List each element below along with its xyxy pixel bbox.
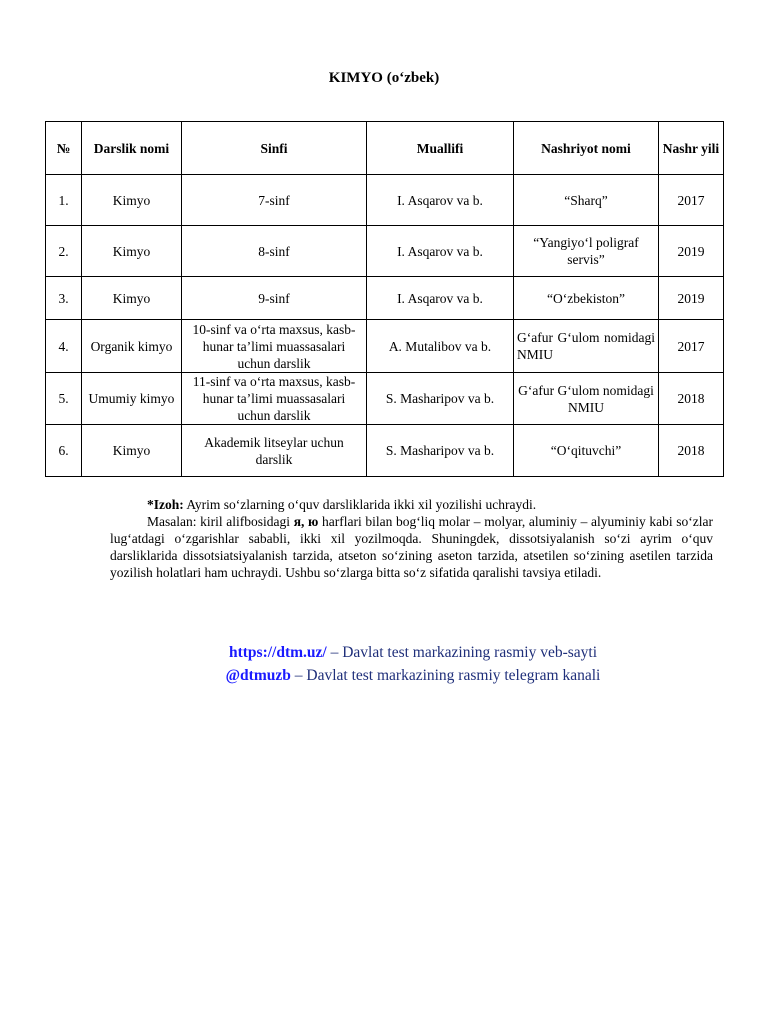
cell-author: S. Masharipov va b. bbox=[367, 425, 514, 477]
cell-publisher: G‘afur G‘ulom nomidagi NMIU bbox=[514, 320, 659, 373]
website-line bbox=[0, 641, 768, 664]
cell-name: Organik kimyo bbox=[82, 320, 182, 373]
table-row bbox=[46, 226, 724, 277]
table-row bbox=[46, 277, 724, 320]
cell-num: 2. bbox=[46, 226, 82, 277]
cell-grade: 11-sinf va o‘rta maxsus, kasb-hunar ta’limi muassasalari uchun darslik bbox=[182, 373, 367, 425]
website-link[interactable]: https://dtm.uz/ bbox=[228, 644, 327, 661]
header-grade: Sinfi bbox=[182, 122, 367, 175]
cell-author: S. Masharipov va b. bbox=[367, 373, 514, 425]
page-title: KIMYO (o‘zbek) bbox=[328, 70, 440, 86]
cell-year: 2019 bbox=[659, 226, 724, 277]
telegram-line bbox=[0, 664, 768, 687]
cell-publisher: “Yangiyo‘l poligraf servis” bbox=[514, 226, 659, 277]
cell-num: 4. bbox=[46, 320, 82, 373]
cell-author: I. Asqarov va b. bbox=[367, 226, 514, 277]
cell-grade: 9-sinf bbox=[182, 277, 367, 320]
cell-publisher: “O‘zbekiston” bbox=[514, 277, 659, 320]
cell-name: Kimyo bbox=[82, 277, 182, 320]
cell-num: 1. bbox=[46, 175, 82, 226]
note-paragraph-2 bbox=[110, 513, 713, 581]
cell-grade: 8-sinf bbox=[182, 226, 367, 277]
table-header-row bbox=[46, 122, 724, 175]
cell-num: 6. bbox=[46, 425, 82, 477]
telegram-link[interactable]: @dtmuzb bbox=[225, 667, 291, 684]
note-text-2a: Masalan: kiril alifbosidagi bbox=[147, 514, 294, 529]
cell-name: Kimyo bbox=[82, 425, 182, 477]
links-section bbox=[0, 641, 768, 687]
cell-grade: 10-sinf va o‘rta maxsus, kasb-hunar ta’limi muassasalari uchun darslik bbox=[182, 320, 367, 373]
header-name: Darslik nomi bbox=[82, 122, 182, 175]
table-row bbox=[46, 175, 724, 226]
header-author: Muallifi bbox=[367, 122, 514, 175]
table-row bbox=[46, 373, 724, 425]
note-text-1: Ayrim so‘zlarning o‘quv darsliklarida ikki xil yozilishi uchraydi. bbox=[183, 497, 537, 512]
note-section bbox=[110, 496, 713, 581]
cell-num: 3. bbox=[46, 277, 82, 320]
cell-author: I. Asqarov va b. bbox=[367, 175, 514, 226]
note-line-1 bbox=[110, 496, 713, 513]
website-description: – Davlat test markazining rasmiy veb-sayti bbox=[326, 644, 598, 661]
telegram-description: – Davlat test markazining rasmiy telegram kanali bbox=[290, 667, 601, 684]
cell-grade: Akademik litseylar uchun darslik bbox=[182, 425, 367, 477]
header-year: Nashr yili bbox=[659, 122, 724, 175]
cell-name: Kimyo bbox=[82, 226, 182, 277]
cell-grade: 7-sinf bbox=[182, 175, 367, 226]
header-publisher: Nashriyot nomi bbox=[514, 122, 659, 175]
cell-author: I. Asqarov va b. bbox=[367, 277, 514, 320]
note-label: *Izoh: bbox=[147, 497, 184, 512]
header-num: № bbox=[46, 122, 82, 175]
cell-year: 2017 bbox=[659, 175, 724, 226]
cell-year: 2018 bbox=[659, 373, 724, 425]
cell-publisher: G‘afur G‘ulom nomidagi NMIU bbox=[514, 373, 659, 425]
cell-name: Umumiy kimyo bbox=[82, 373, 182, 425]
cell-num: 5. bbox=[46, 373, 82, 425]
cell-year: 2017 bbox=[659, 320, 724, 373]
note-text-2b: harflari bilan bog‘liq molar – molyar, aluminiy – alyuminiy kabi so‘zlar lug‘atdagi o‘zgarishlar sababli, ikki xil yozilmoqda. Shuningdek, dissotsiyalanish so‘zi ayrim o‘quv darsliklarida dissotsiatsiyalanish tarzida, atseton so‘zining aseton tarzida, atsetilen so‘zining asetilen tarzida yozilish holatlari ham uchraydi. Ushbu so‘zlarga bitta so‘z sifatida qaralishi tavsiya etiladi. bbox=[110, 514, 714, 580]
cell-author: A. Mutalibov va b. bbox=[367, 320, 514, 373]
cell-year: 2018 bbox=[659, 425, 724, 477]
table-row bbox=[46, 425, 724, 477]
cell-name: Kimyo bbox=[82, 175, 182, 226]
table-row bbox=[46, 320, 724, 373]
note-cyrillic-letters: я, ю bbox=[293, 514, 319, 529]
cell-publisher: “Sharq” bbox=[514, 175, 659, 226]
cell-year: 2019 bbox=[659, 277, 724, 320]
cell-publisher: “O‘qituvchi” bbox=[514, 425, 659, 477]
textbook-table bbox=[45, 121, 724, 477]
